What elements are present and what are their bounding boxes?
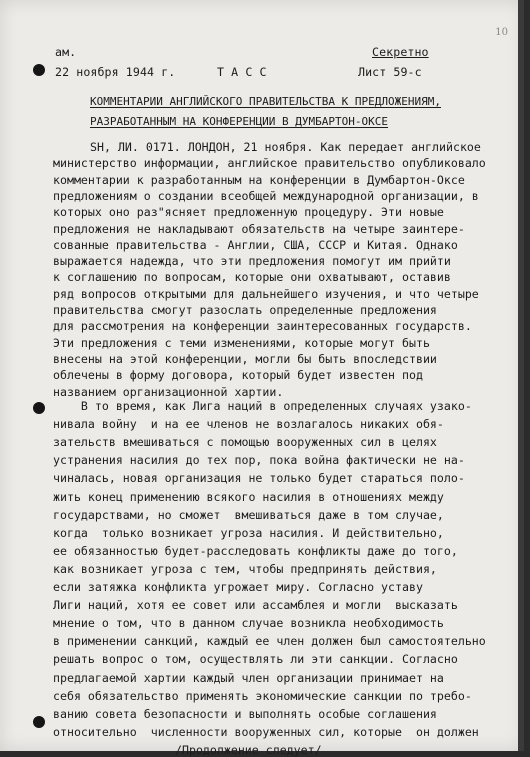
- title-line-2: РАЗРАБОТАННЫМ НА КОНФЕРЕНЦИИ В ДУМБАРТОН-ОКСЕ: [90, 115, 389, 128]
- paragraph-line: относительно численности вооруженных сил, которые он должен: [53, 724, 479, 739]
- paragraph-line: облечены в форму договора, который будет известен под: [53, 368, 423, 383]
- paragraph-line: правительства смогут разослать определенные предложения: [53, 303, 437, 317]
- paragraph-line: Лиги наций, хотя ее совет или ассамблея и могли высказать: [53, 598, 458, 613]
- paragraph-line: предлагаемой хартии каждый член организации принимает на: [53, 670, 444, 685]
- paragraph-line: названием организационной хартии.: [53, 384, 284, 399]
- paragraph-line: предложения не накладывают обязательств на четыре заинтере-: [53, 221, 465, 236]
- paragraph-line: для рассмотрения на конференции заинтересованных государств.: [53, 319, 472, 334]
- paragraph-line: когда только возникает угроза насилия. И действительно,: [53, 525, 444, 540]
- paragraph-line: решать вопрос о том, осуществлять ли эти санкции. Согласно: [53, 652, 458, 667]
- paragraph-line: которых оно раз"ясняет предложенную процедуру. Эти новые: [53, 205, 444, 220]
- paragraph-line: предложениям о создании всеобщей международной организации, в: [53, 188, 479, 203]
- paragraph-line: чиналась, новая организация не только будет стараться поло-: [53, 471, 465, 486]
- paragraph-line: нивала войну и на ее членов не возлагалось никаких обя-: [53, 417, 444, 432]
- paragraph-line: жить конец применению всякого насилия в отношениях между: [53, 489, 444, 504]
- paragraph-line: ее обязанностью будет-расследовать конфликты даже до того,: [53, 543, 458, 558]
- punch-hole-bottom: [33, 716, 45, 728]
- continuation-note: /Продолжение следует/: [175, 742, 322, 757]
- paragraph-line: себя обязательство применять экономические санкции по требо-: [53, 688, 472, 703]
- paragraph-line: к соглашению по вопросам, которые они охватывают, оставив: [53, 270, 451, 285]
- paragraph-line: выражается надежда, что эти предложения помогут им прийти: [53, 254, 451, 269]
- paragraph-line: сованные правительства - Англии, США, СССР и Китая. Однако: [53, 237, 458, 252]
- header-date: 22 ноября 1944 г.: [55, 65, 176, 79]
- header-sheet-number: Лист 59-с: [358, 65, 422, 79]
- header-am: ам.: [55, 45, 77, 59]
- paragraph-line: В то время, как Лига наций в определенных случаях узако-: [53, 399, 472, 413]
- paragraph-line: Эти предложения с теми изменениями, которые могут быть: [53, 335, 430, 350]
- header-agency: Т А С С: [217, 65, 267, 79]
- paragraph-line: министерство информации, английское правительство опубликовало: [53, 156, 486, 171]
- paragraph-line: государствами, но сможет вмешиваться даже в том случае,: [53, 507, 444, 522]
- page-number-mark: 10: [495, 27, 508, 38]
- paragraph-line: мнение о том, что в данном случае возникла необходимость: [53, 616, 444, 631]
- paragraph-line: зательств вмешиваться с помощью вооруженных сил в целях: [53, 435, 437, 450]
- paragraph-line: если затяжка конфликта угрожает миру. Согласно уставу: [53, 580, 423, 594]
- paragraph-line: в применении санкций, каждый ее член должен был самостоятельно: [53, 634, 486, 649]
- punch-hole-middle: [33, 402, 45, 414]
- page-edge: [518, 0, 524, 751]
- punch-hole-top: [33, 64, 45, 76]
- title-line-1: КОММЕНТАРИИ АНГЛИЙСКОГО ПРАВИТЕЛЬСТВА К ПРЕДЛОЖЕНИЯМ,: [90, 95, 441, 108]
- paragraph-line: ряд вопросов открытыми для дальнейшего изучения, и что четыре: [53, 286, 479, 301]
- paragraph-line: ванию совета безопасности и выполнять особые соглашения: [53, 706, 437, 721]
- paragraph-line: SH, ЛИ. 0171. ЛОНДОН, 21 ноября. Как передает английское: [90, 140, 481, 154]
- secret-stamp: Секретно: [372, 45, 429, 59]
- paragraph-line: устранения насилия до тех пор, пока война фактически не на-: [53, 453, 465, 468]
- paragraph-line: как возникает угроза с тем, чтобы предпринять действия,: [53, 561, 437, 576]
- paragraph-line: комментарии к разработанным на конференции в Думбартон-Оксе: [53, 172, 465, 187]
- paragraph-line: внесены на этой конференции, могли бы быть впоследствии: [53, 351, 437, 366]
